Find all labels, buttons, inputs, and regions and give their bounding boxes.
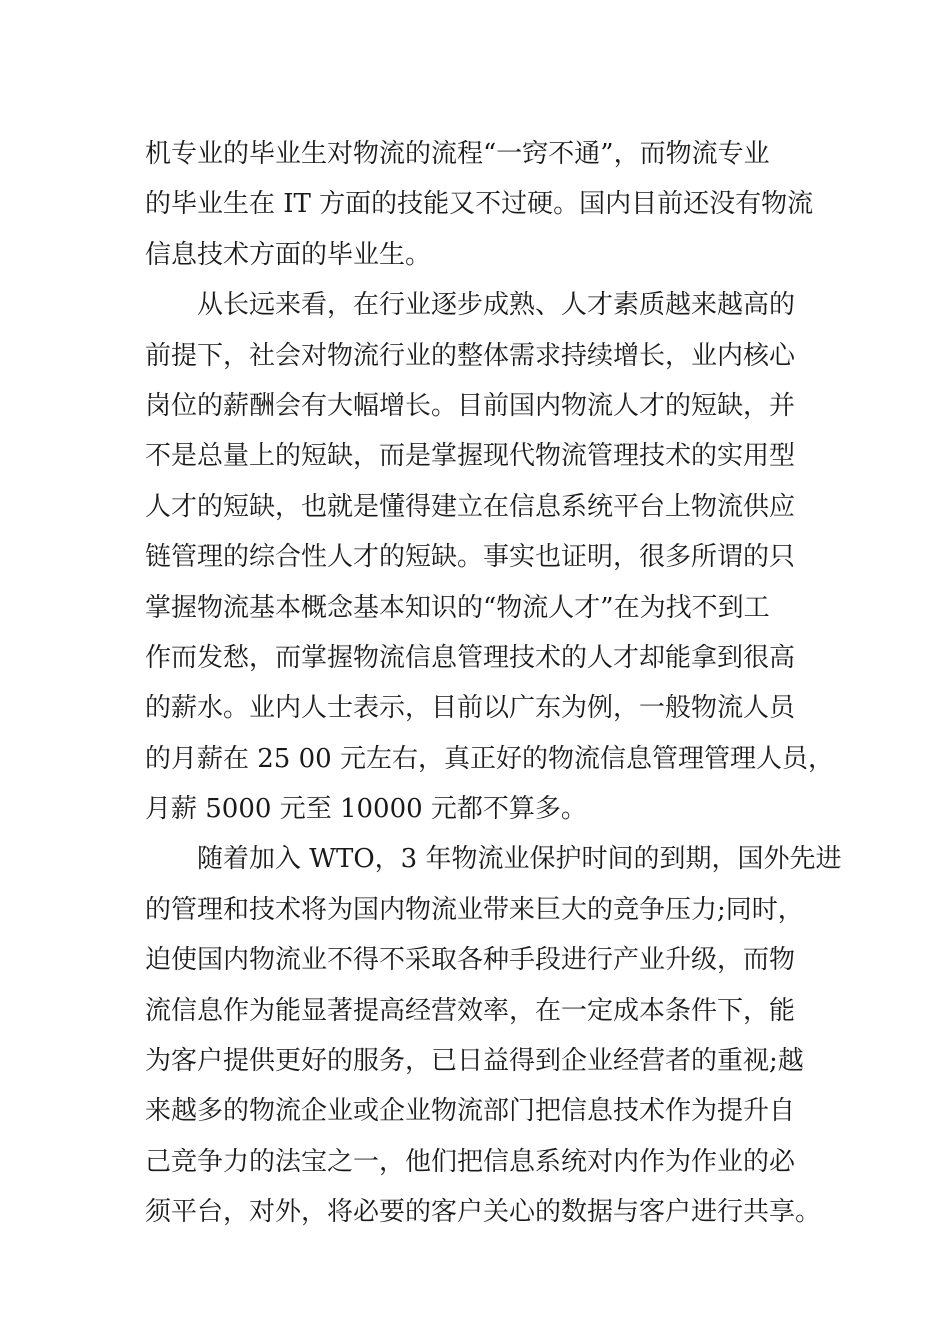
text-line: 掌握物流基本概念基本知识的“物流人才”在为找不到工 [145,592,770,623]
text-line: 流信息作为能显著提高经营效率，在一定成本条件下，能 [145,995,796,1026]
text-line: 不是总量上的短缺，而是掌握现代物流管理技术的实用型 [145,441,796,472]
text-line: 链管理的综合性人才的短缺。事实也证明，很多所谓的只 [145,542,796,573]
text-line: 随着加入 WTO，3 年物流业保护时间的到期，国外先进 [197,844,842,875]
text-line: 的管理和技术将为国内物流业带来巨大的竞争压力;同时， [145,894,804,925]
text-line: 人才的短缺，也就是懂得建立在信息系统平台上物流供应 [145,491,796,522]
text-line: 为客户提供更好的服务，已日益得到企业经营者的重视;越 [145,1046,804,1077]
paragraph-1 [145,129,814,280]
text-line: 岗位的薪酬会有大幅增长。目前国内物流人才的短缺，并 [145,390,796,421]
text-line: 的毕业生在 IT 方面的技能又不过硬。国内目前还没有物流 [145,189,814,220]
text-line: 作而发愁，而掌握物流信息管理技术的人才却能拿到很高 [145,642,796,673]
text-line: 的月薪在 25 00 元左右，真正好的物流信息管理管理人员， [145,743,834,774]
text-line: 己竞争力的法宝之一，他们把信息系统对内作为作业的必 [145,1146,796,1177]
text-line: 机专业的毕业生对物流的流程“一窍不通”，而物流专业 [145,139,770,169]
text-line: 从长远来看，在行业逐步成熟、人才素质越来越高的 [197,290,796,321]
text-line: 来越多的物流企业或企业物流部门把信息技术作为提升自 [145,1096,796,1127]
text-line: 迫使国内物流业不得不采取各种手段进行产业升级，而物 [145,945,796,976]
paragraph-3 [145,834,842,1237]
text-line: 信息技术方面的毕业生。 [145,239,432,270]
paragraph-2 [145,280,834,834]
text-line: 月薪 5000 元至 10000 元都不算多。 [145,794,587,825]
document-body [145,129,842,1238]
text-line: 前提下，社会对物流行业的整体需求持续增长，业内核心 [145,340,796,371]
text-line: 须平台，对外，将必要的客户关心的数据与客户进行共享。 [145,1197,822,1228]
text-line: 的薪水。业内人士表示，目前以广东为例，一般物流人员 [145,693,796,724]
